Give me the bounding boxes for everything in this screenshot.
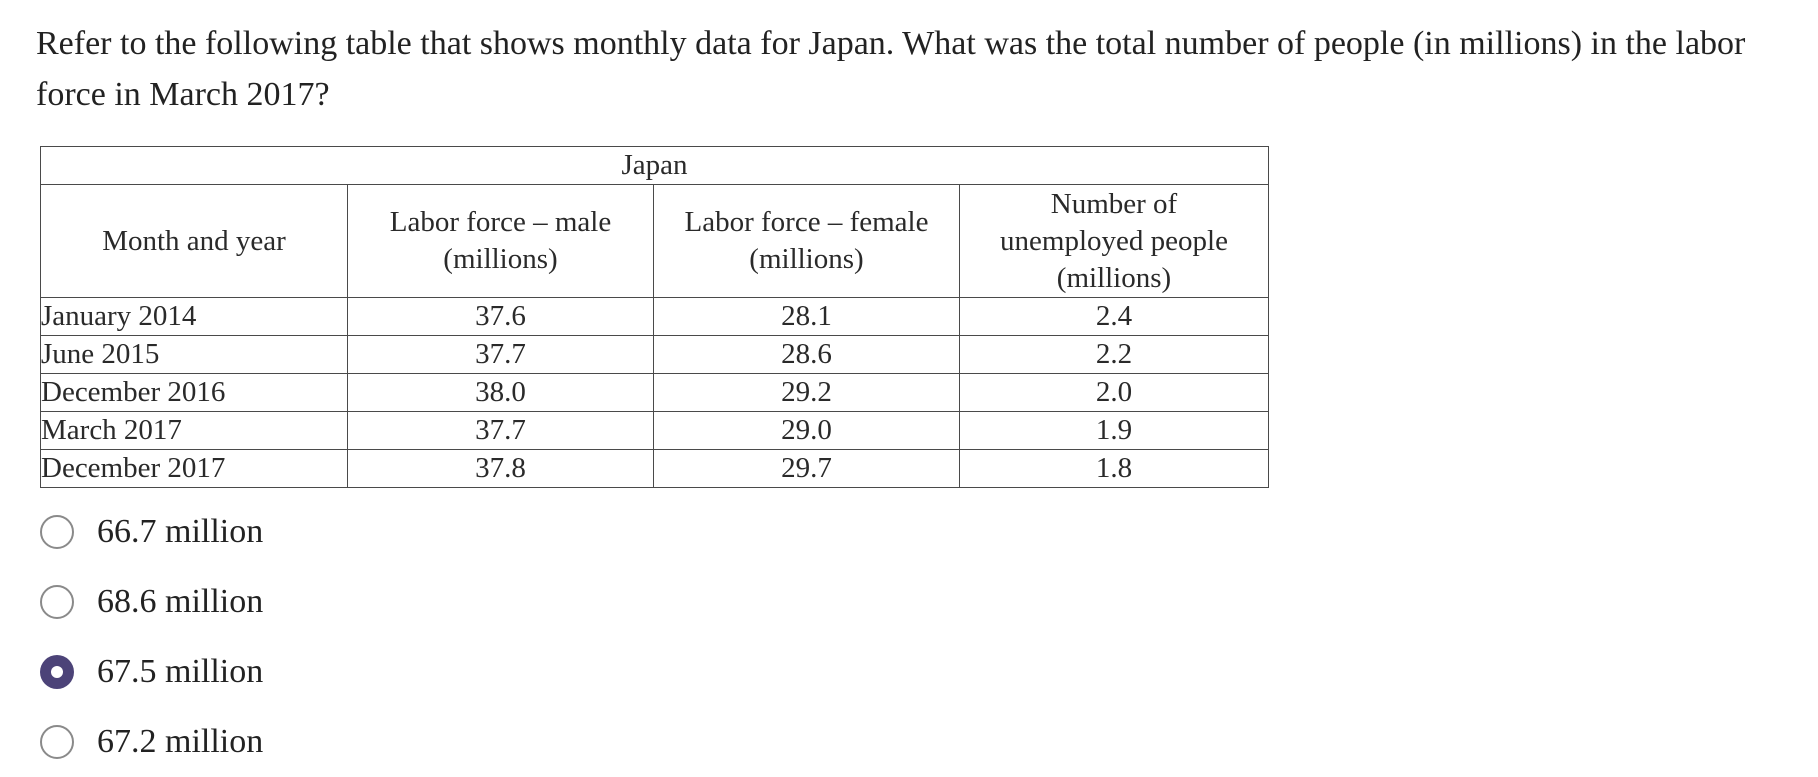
unemployed-value: 1.8 — [960, 450, 1269, 488]
labor-male-value: 37.7 — [348, 412, 654, 450]
question-text: Refer to the following table that shows monthly data for Japan. What was the total number of people (in millions) in the labor force in March 2017? — [36, 25, 1746, 113]
row-label: December 2017 — [41, 450, 348, 488]
radio-button[interactable] — [40, 585, 74, 619]
choice-label[interactable]: 66.7 million — [97, 513, 264, 550]
answer-choice-2[interactable] — [40, 567, 263, 637]
radio-button[interactable] — [40, 515, 74, 549]
data-table — [40, 146, 1269, 488]
row-label: March 2017 — [41, 412, 348, 450]
row-label: January 2014 — [41, 298, 348, 336]
unemployed-value: 2.2 — [960, 336, 1269, 374]
table-row — [41, 298, 1269, 336]
labor-male-value: 38.0 — [348, 374, 654, 412]
answer-choice-1[interactable] — [40, 497, 263, 567]
answer-choice-4[interactable] — [40, 707, 263, 777]
labor-female-value: 29.0 — [654, 412, 960, 450]
table-row — [41, 450, 1269, 488]
labor-female-value: 29.2 — [654, 374, 960, 412]
labor-male-value: 37.6 — [348, 298, 654, 336]
labor-female-value: 28.1 — [654, 298, 960, 336]
choice-label[interactable]: 67.2 million — [97, 723, 264, 760]
unemployed-value: 2.4 — [960, 298, 1269, 336]
column-header-unemployed: Number of unemployed people (millions) — [960, 185, 1269, 298]
choice-label[interactable]: 67.5 million — [97, 653, 264, 690]
radio-button-selected[interactable] — [40, 655, 74, 689]
row-label: June 2015 — [41, 336, 348, 374]
answer-choice-3[interactable] — [40, 637, 263, 707]
labor-male-value: 37.8 — [348, 450, 654, 488]
choice-label[interactable]: 68.6 million — [97, 583, 264, 620]
row-label: December 2016 — [41, 374, 348, 412]
labor-male-value: 37.7 — [348, 336, 654, 374]
answer-choices — [40, 497, 263, 777]
unemployed-value: 1.9 — [960, 412, 1269, 450]
table-row — [41, 412, 1269, 450]
column-header-labor-male: Labor force – male (millions) — [348, 185, 654, 298]
labor-female-value: 28.6 — [654, 336, 960, 374]
table-row — [41, 374, 1269, 412]
column-header-labor-female: Labor force – female (millions) — [654, 185, 960, 298]
japan-labor-table — [40, 146, 1269, 488]
table-row — [41, 336, 1269, 374]
column-header-month: Month and year — [41, 185, 348, 298]
radio-button[interactable] — [40, 725, 74, 759]
unemployed-value: 2.0 — [960, 374, 1269, 412]
table-caption: Japan — [41, 147, 1269, 185]
labor-female-value: 29.7 — [654, 450, 960, 488]
